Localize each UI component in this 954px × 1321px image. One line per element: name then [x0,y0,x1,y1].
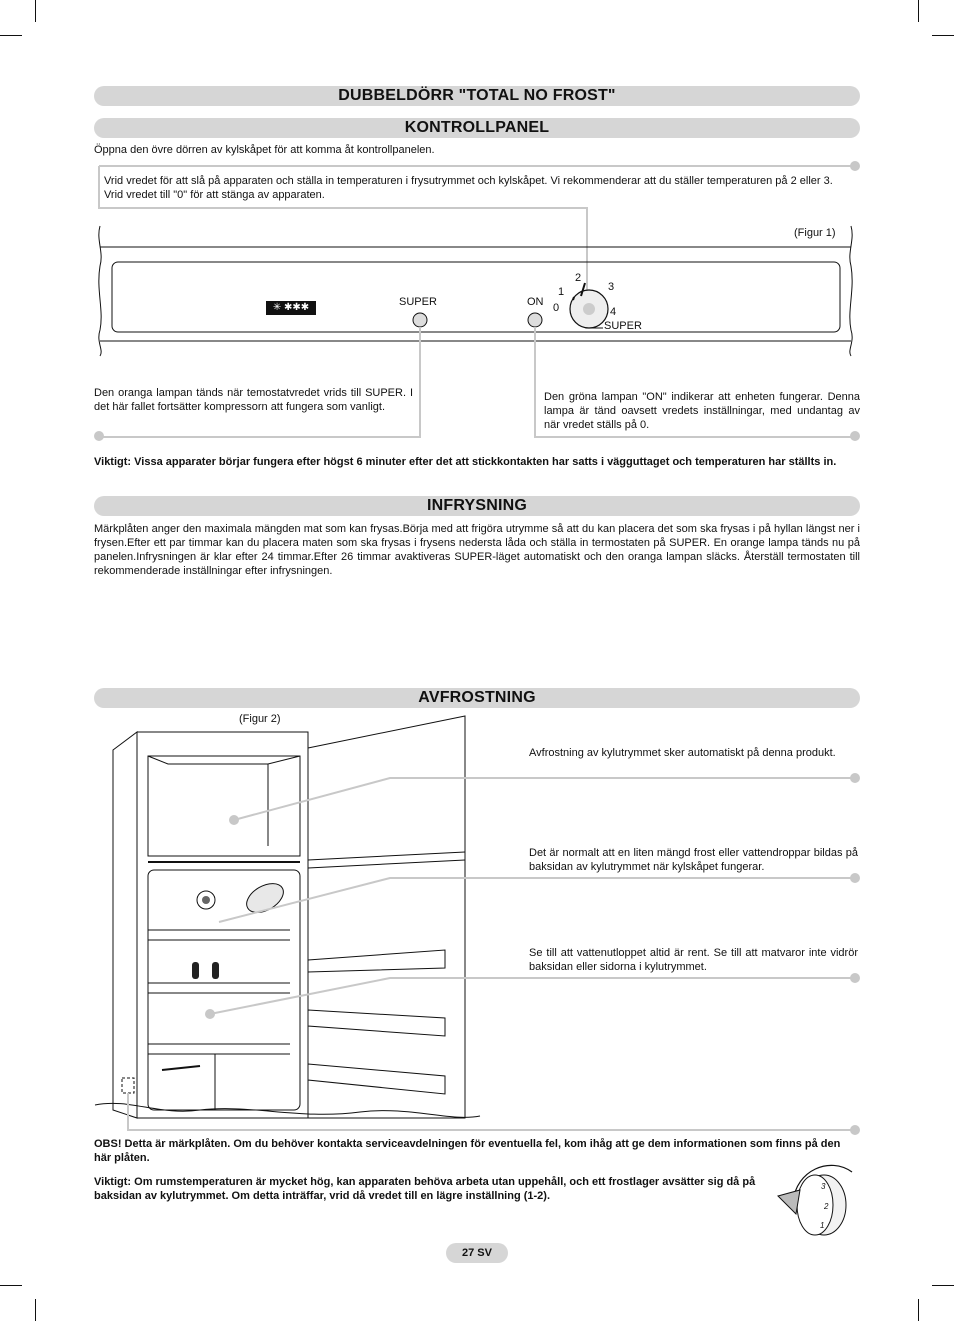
section-heading-control-panel: KONTROLLPANEL [94,118,860,138]
control-panel-intro: Öppna den övre dörren av kylskåpet för att komma åt kontrollpanelen. [94,144,435,156]
knob-number: 2 [824,1202,829,1211]
freezer-star-symbol: ✳ ✱✱✱ [272,302,310,313]
on-lamp-label: ON [527,296,544,308]
knob-number: 3 [821,1182,826,1191]
page-number: 27 SV [446,1243,508,1263]
dial-number: 0 [553,302,560,314]
dial-super-label: SUPER [604,320,642,332]
section-heading-freezing: INFRYSNING [94,496,860,516]
defrost-note-2: Det är normalt att en liten mängd frost eller vattendroppar bildas på baksidan av kylutrymmet när kylskåpet fungerar. [529,847,858,873]
green-lamp-text: Den gröna lampan "ON" indikerar att enheten fungerar. Denna lampa är tänd oavsett vredets inställningar, med undantag av när vredet ställs på 0. [544,391,860,431]
dial-number: 3 [608,281,615,293]
important-note: Viktigt: Vissa apparater börjar fungera efter högst 6 minuter efter det att stickkontakten har satts i vägguttaget och temperaturen har ställts in. [94,456,837,468]
dial-number: 4 [610,306,617,318]
dial-number: 1 [558,286,565,298]
knob-number: 1 [820,1221,825,1230]
freezing-text: Märkplåten anger den maximala mängden mat som kan frysas.Börja med att frigöra utrymme så att du kan placera det som ska frysas i på hyllan längst ner i frysen.Efter ett par timmar kan du placera maten som ska frysas i frysens nedersta låda och ställa in termostaten på SUPER. En orange lampa tänds nu på panelen.Infrysningen är klar efter 24 timmar.Efter 26 timmar avaktiveras SUPER-läget automatiskt och den oranga lampan släcks. Återställ termostaten till rekommenderade inställningar efter infrysningen. [94,523,860,577]
rating-plate-obs: OBS! Detta är märkplåten. Om du behöver kontakta serviceavdelningen för eventuella fel, kom ihåg att ge dem informationen som finns på den här plåten. [94,1138,841,1164]
super-lamp-label: SUPER [399,296,437,308]
dial-number: 2 [575,272,582,284]
figure-1-label: (Figur 1) [794,227,836,239]
orange-lamp-text: Den oranga lampan tänds när temostatvredet vrids till SUPER. I det här fallet fortsätter kompressorn att fungera som vanligt. [94,387,413,413]
page-title: DUBBELDÖRR "TOTAL NO FROST" [94,86,860,106]
section-heading-defrosting: AVFROSTNING [94,688,860,708]
high-temperature-warning: Viktigt: Om rumstemperaturen är mycket hög, kan apparaten behöva arbeta utan uppehåll, och ett frostlager avsätter sig då på baksidan av kylutrymmet. Om detta inträffar, vrid då vredet till en lägre inställning (1-2). [94,1176,756,1202]
defrost-note-3: Se till att vattenutloppet altid är rent. Se till att matvaror inte vidrör baksidan eller sidorna i kylutrymmet. [529,947,858,973]
figure-2-label: (Figur 2) [239,713,281,725]
defrost-note-1: Avfrostning av kylutrymmet sker automatiskt på denna produkt. [529,747,836,759]
dial-info-text: Vrid vredet för att slå på apparaten och ställa in temperaturen i frysutrymmet och kylskåpet. Vi rekommenderar att du ställer temperaturen på 2 eller 3. Vrid vredet till "0" för att stänga av apparaten. [104,175,833,201]
